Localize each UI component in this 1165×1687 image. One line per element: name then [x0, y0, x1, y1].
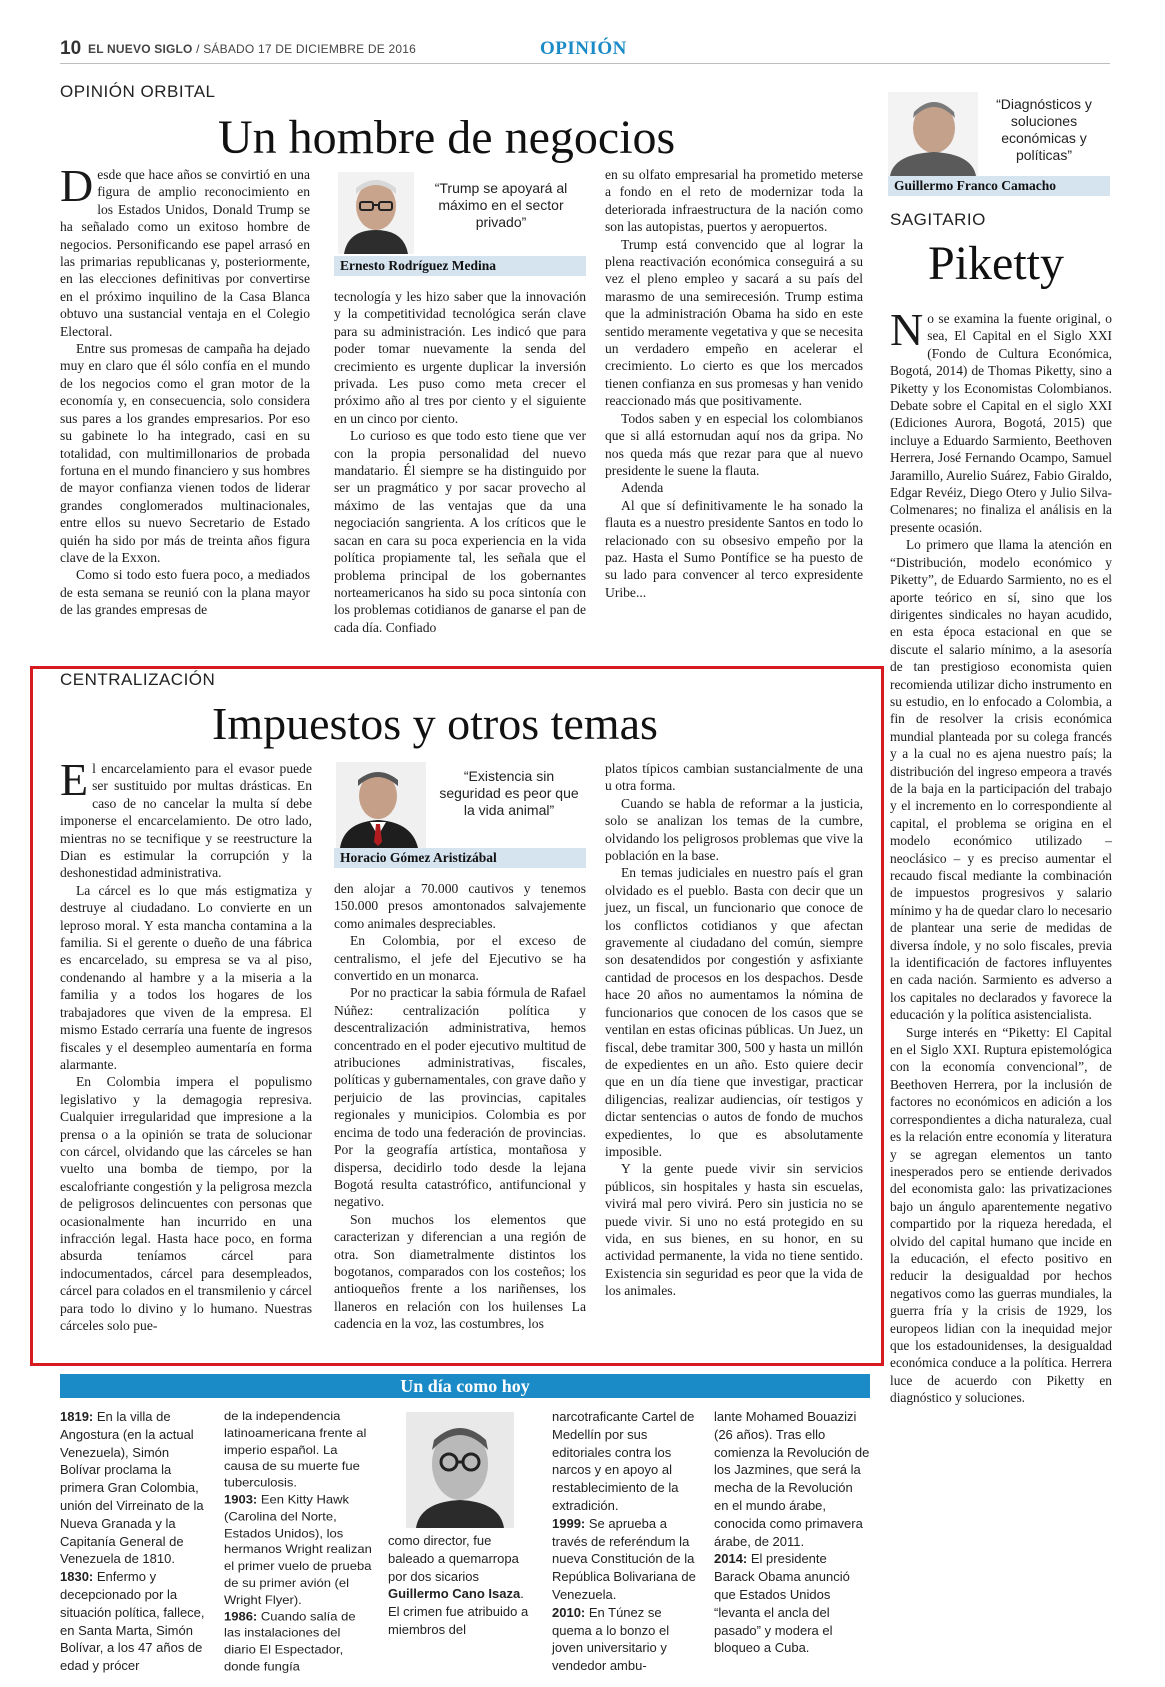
- article1-title: Un hombre de negocios: [218, 111, 676, 164]
- paragraph: La cárcel es lo que más estigmatiza y destruye al ciudadano. Lo convierte en un leproso moral. Y esta mancha contamina a la familia. Si el gerente o dueño de una fábrica es encarcelado, su empresa se va al piso, condenando al hambre y a la miseria a la familia y a todos los hogares de los trabajadores que viven de la empresa. El mismo Estado cerraría una fuente de ingresos fiscales y el desempleo aumentaría en forma alarmante.: [60, 882, 312, 1072]
- history-text: lante Mohamed Bouazizi (26 años). Tras ello comienza la Revolución de los Jazmines, que será la mecha de la Revolución en el mundo árabe, conocida como primavera árabe, de 2011.: [714, 1409, 870, 1549]
- article1-quote: “Trump se apoyará al máximo en el sector privado”: [434, 180, 568, 230]
- history-text: Se aprueba a través de referéndum la nueva Constitución de la República Bolivariana de Venezuela.: [552, 1515, 696, 1602]
- history-year: 1903:: [224, 1492, 258, 1507]
- paragraph: Son muchos los elementos que caracterizan y diferencian a una región de otra. Son diametralmente distintos los bogotanos, comparados con los costeños; los antioqueños frente a los nariñenses, los llaneros en relación con los huilenses La cadencia en la voz, las costumbres, los: [334, 1211, 586, 1332]
- article1-column-2: [334, 288, 586, 636]
- article1-column-1: [60, 160, 310, 619]
- article1-column-3: [605, 166, 863, 601]
- article2-kicker: CENTRALIZACIÓN: [60, 670, 216, 689]
- paragraph: [890, 304, 1112, 536]
- drop-cap: D: [60, 160, 94, 211]
- paragraph: Trump está convencido que al lograr la plena reactivación económica conseguirá a su vez el pleno empleo y sacará a su país del marasmo de una semirecesión. Trump estima que la administración Obama ha sido en este sentido meramente vegetativa y que se necesita un verdadero empeño en acelerar el crecimiento. Lo cierto es que los mercados tienen confianza en sus promesas y han venido reaccionado más que positivamente.: [605, 236, 863, 409]
- article2-author-box: [334, 760, 586, 868]
- article2-column-2: [334, 880, 586, 1333]
- history-column-4: [552, 1408, 698, 1675]
- drop-cap: E: [60, 754, 89, 805]
- paragraph: Al que sí definitivamente le ha sonado la flauta es a nuestro presidente Santos en todo lo relacionado con su obsesivo empeño por la paz. Hasta el Sumo Pontífice se ha puesto de su lado para convencer al terco expresidente Uribe...: [605, 497, 863, 600]
- history-entry: [224, 1491, 372, 1608]
- history-entry: [552, 1408, 698, 1515]
- article2-column-3: [605, 760, 863, 1300]
- paragraph: tecnología y les hizo saber que la innovación y la competitividad tecnológica serán clave para su administración. Les indicó que para poder tomar nuevamente la senda del crecimiento es urgente duplicar la inversión privada. Les puso como meta crecer el próximo año al tres por ciento y el siguiente en un cinco por ciento.: [334, 289, 586, 426]
- paragraph: [60, 160, 310, 340]
- paragraph: Como si todo esto fuera poco, a mediados de esta semana se reunió con la plana mayor de las grandes empresas de: [60, 567, 310, 618]
- history-year: 1986:: [224, 1609, 258, 1624]
- history-entry: [224, 1608, 372, 1675]
- history-text: de la independencia latinoamericana frente al imperio español. La causa de su muerte fue tuberculosis.: [224, 1408, 367, 1490]
- paragraph: en su olfato empresarial ha prometido meterse a fondo en el reto de modernizar toda la deteriorada infraestructura de la nación como son las autopistas, puertos y aeropuertos.: [605, 167, 863, 235]
- publication-date: / SÁBADO 17 DE DICIEMBRE DE 2016: [196, 42, 416, 56]
- article3-quote: “Diagnósticos y soluciones económicas y políticas”: [996, 96, 1092, 163]
- paragraph: Por no practicar la sabia fórmula de Rafael Núñez: centralización política y descentralización administrativa, hemos concentrado en el poder ejecutivo multitud de atribuciones administrativas, fiscales, políticas y gubernamentales, con grave daño y perjuicio de las provincias, capitales regionales y municipios. Colombia es por encima de todo una federación de provincias. Por la geografía artística, montañosa y dispersa, decidirlo todo desde la lejana Bogotá resulta catastrófico, antifuncional y negativo.: [334, 985, 586, 1210]
- paragraph-text: l encarcelamiento para el evasor puede ser sustituido por multas drásticas. En caso de no cancelar la multa sí debe imponerse el encarcelamiento. De otro lado, mientras no se tecnifique y se reestructure la Dian es estimular la corrupción y la deshonestidad administrativa.: [60, 761, 312, 881]
- article3-author-box: [888, 92, 1110, 196]
- page-header: [60, 38, 1110, 64]
- history-text: En Túnez se quema a lo bonzo el joven universitario y vendedor ambu-: [552, 1604, 670, 1674]
- history-text: narcotraficante Cartel de Medellín por sus editoriales contra los narcos y en apoyo al restablecimiento de la extradición.: [552, 1409, 695, 1513]
- article2-author-name: Horacio Gómez Aristizábal: [334, 848, 586, 868]
- article2-title: Impuestos y otros temas: [212, 698, 658, 749]
- history-text: Een Kitty Hawk (Carolina del Norte, Estados Unidos), los hermanos Wright realizan el primer vuelo de prueba de su primer avión (el Wright Flyer).: [224, 1492, 372, 1607]
- history-year: 2014:: [714, 1551, 748, 1567]
- history-entry: [388, 1533, 519, 1584]
- history-text: Cuando salía de las instalaciones del diario El Espectador, donde fungía: [224, 1609, 356, 1674]
- history-entry: [224, 1408, 372, 1491]
- paragraph: Lo curioso es que todo esto tiene que ver con la propia personalidad del nuevo mandatario. Él siempre se ha distinguido por ser un pragmático y por sacar provecho al máximo de las ventajas que da una negociación sangrienta. A los críticos que le sacan en cara su poca experiencia en la vida política propiamente tal, les señala que el problema principal de los gobernantes norteamericanos ha sido su poca sintonía con los problemas cotidianos de ganarse el pan de cada día. Confiado: [334, 428, 586, 635]
- paragraph-text: o se examina la fuente original, o sea, El Capital en el Siglo XXI (Fondo de Cultura Económica, Bogotá, 2014) de Thomas Piketty, sino a Piketty y los Economistas Colombianos. Debate sobre el Capital en el siglo XXI (Ediciones Aurora, Bogotá, 2015) que incluye a Eduardo Sarmiento, Beethoven Herrera, José Fernando Ocampo, Samuel Jaramillo, Aurelio Suárez, Fabio Giraldo, Edgar Revéiz, Diego Otero y Julio Silva-Colmenares; no finaliza el análisis en la presente ocasión.: [890, 311, 1112, 535]
- history-entry: [552, 1515, 698, 1604]
- paragraph: Todos saben y en especial los colombianos que si allá estornudan aquí nos da gripa. No nos queda más que rezar para que al nuevo presidente le suene la flauta.: [605, 410, 863, 478]
- article1-kicker: OPINIÓN ORBITAL: [60, 82, 216, 101]
- history-entry: [714, 1550, 870, 1657]
- history-year: 2010:: [552, 1604, 586, 1620]
- history-text: . El crimen fue atribuido a miembros del: [388, 1586, 529, 1637]
- paragraph: Cuando se habla de reformar a la justicia, solo se analizan los temas de la cumbre, olvidando los peligrosos problemas que vive la población en la base.: [605, 795, 863, 864]
- history-entry: [60, 1408, 206, 1568]
- history-text: El presidente Barack Obama anunció que Estados Unidos “levanta el ancla del pasado” y modera el bloqueo a Cuba.: [714, 1551, 850, 1656]
- historical-photo: [406, 1412, 514, 1528]
- paragraph: Surge interés en “Piketty: El Capital en el Siglo XXI. Ruptura epistemológica con la economía convencional”, de Beethoven Herrera, por la inclusión de factores no económicos en adición a los correspondientes a dicha naturaleza, cual es la relación entre economía y literatura y se agregan elementos un tanto inesperados pero se entiende derivados del economista galo: las privatizaciones bajo un ángulo aparentemente negativo compartido por la riqueza heredada, el olvido del capital humano que incide en la educación, el efecto positivo en reducir la desigualdad por hechos negativos como las guerras mundiales, la guerra fría y la crisis de 1929, los europeos lidian con la inequidad mejor que los estadounidenses, la desigualdad económica conduce a la política. Herrera luce de acuerdo con Piketty en diagnóstico y soluciones.: [890, 1024, 1112, 1406]
- history-text: Enfermo y decepcionado por la situación política, fallece, en Santa Marta, Simón Bolívar, a los 47 años de edad y prócer: [60, 1569, 205, 1674]
- paragraph: En Colombia impera el populismo legislativo y la demagogia represiva. Cualquier irregularidad que impresione a la prensa o a la opinión se trata de solucionar con cárcel, olvidando que las cárceles se han vuelto una bomba de tiempo, por la escalofriante congestión y la peligrosa mezcla de peligrosos delincuentes con personas que ocasionalmente han incurrido en una infracción legal. Hasta hace poco, en forma absurda teníamos cárcel para indocumentados, cárcel para desempleados, cárcel para colados en el transmilenio y cárcel para todo lo divino y lo humano. Nuestras cárceles solo pue-: [60, 1074, 312, 1333]
- paragraph: platos típicos cambian sustancialmente de una u otra forma.: [605, 761, 863, 794]
- paragraph: En temas judiciales en nuestro país el gran olvidado es el pueblo. Basta con decir que un juez, un fiscal, un funcionario que conoce de los conflictos cotidianos y que afectan gravemente al ciudadano del común, siempre son desatendidos por congestión y asfixiante cantidad de procesos en los despachos. Desde hace 20 años no aumentamos la nómina de funcionarios que conocen de los casos que se ventilan en estas oficinas públicas. Un Juez, un fiscal, debe tramitar 300, 500 y hasta un millón de expedientes en un año. Esto quiere decir que en un día tiene que investigar, practicar diligencias, realizar audiencias, oír testigos y dictar sentencias o autos de fondo de muchos expedientes, lo que es absolutamente imposible.: [605, 865, 863, 1159]
- section-title: OPINIÓN: [540, 38, 627, 59]
- article2-column-1: [60, 754, 312, 1334]
- article3-title: Piketty: [928, 237, 1065, 290]
- drop-cap: N: [890, 304, 924, 355]
- page-number: 10: [60, 38, 82, 59]
- history-column-3: [388, 1532, 538, 1639]
- history-entry: [714, 1408, 870, 1550]
- author-photo: [336, 762, 426, 848]
- article3-column: [890, 304, 1112, 1407]
- paragraph-text: esde que hace años se convirtió en una figura de amplio reconocimiento en los Estados Unidos, Donald Trump se ha señalado como un exitoso hombre de negocios. Personificando ese papel arrasó en las primarias republicanas y, posteriormente, en las elecciones definitivas por convertirse en el próximo inquilino de la Casa Blanca obtuvo una sustancial ventaja en el Colegio Electoral.: [60, 167, 310, 339]
- paragraph: den alojar a 70.000 cautivos y tenemos 150.000 presos amontonados salvajemente como animales despreciables.: [334, 881, 586, 931]
- article3-kicker: SAGITARIO: [890, 210, 986, 229]
- article1-author-name: Ernesto Rodríguez Medina: [334, 256, 586, 276]
- article2-quote: “Existencia sin seguridad es peor que la vida animal”: [439, 768, 579, 818]
- history-year: 1819:: [60, 1409, 94, 1424]
- paragraph: En Colombia, por el exceso de centralismo, el jefe del Ejecutivo se ha convertido en un monarca.: [334, 933, 586, 984]
- history-column-5: [714, 1408, 870, 1657]
- author-photo: [338, 172, 414, 254]
- history-entry: [552, 1604, 698, 1675]
- paragraph: Adenda: [621, 480, 664, 496]
- history-column-1: [60, 1408, 206, 1675]
- article3-author-name: Guillermo Franco Camacho: [888, 176, 1110, 196]
- history-year: 1830:: [60, 1569, 94, 1585]
- paragraph: Entre sus promesas de campaña ha dejado muy en claro que él sólo confía en el mundo de los negocios como el gran motor de la economía y, en consecuencia, solo considera sus pares a los grandes empresarios. Por eso su gabinete lo ha integrado, casi en su totalidad, con multimillonarios de probada fortuna en el mundo financiero y sus hombres de mayor confianza vienen todos de liderar grandes conglomerados multinacionales, entre ellos su nuevo Secretario de Estado quién ha sido por más de treinta años figura clave de la Exxon.: [60, 341, 310, 565]
- history-entry: [388, 1586, 528, 1637]
- history-entry: [60, 1568, 206, 1675]
- history-year: 1999:: [552, 1515, 586, 1531]
- author-photo: [888, 92, 978, 176]
- history-text: como director, fue baleado a quemarropa por dos sicarios: [388, 1533, 519, 1584]
- day-section-title: Un día como hoy: [60, 1374, 870, 1398]
- history-column-2: [224, 1408, 372, 1675]
- article1-author-box: [334, 170, 586, 276]
- publication-name: EL NUEVO SIGLO: [88, 42, 193, 56]
- paragraph: Lo primero que llama la atención en “Distribución, modelo económico y Piketty”, de Eduardo Sarmiento, no es el aporte teórico en sí, sino que los dirigentes sindicales no hayan acudido, en esta época estacional en que se discute el salario mínimo, a la asesoría de tan prestigioso economista quien recomienda utilizar dicho instrumento en su estudio, en lo enfocado a Colombia, a fin de resolver la crisis económica mundial planteada por su colega francés y a la cual no es ajena nuestro país; la distribución del ingreso empeora a través de la baja en la participación del trabajo y el incremento en lo correspondiente al capital, el problema se origina en el modelo económico utilizado – neoclásico – y es preciso aumentar el recaudo fiscal mediante la combinación de impuestos progresivos y salario mínimo y ha de quedar claro lo necesario de plantear una serie de medidas de diversa índole, y no solo fiscales, previa la identificación de factores influyentes en cada nación. Sarmiento es adverso a los capitales no declarados y favorece la educación y la política asistencialista.: [890, 537, 1112, 1023]
- history-year: Guillermo Cano Isaza: [388, 1586, 521, 1602]
- paragraph: [60, 754, 312, 882]
- paragraph: Y la gente puede vivir sin servicios públicos, sin hospitales y hasta sin escuelas, vivirá mal pero vivirá. Pero sin justicia no se puede vivir. Si uno no está protegido en su vida, en sus bienes, en su honor, en su actividad permanente, la vida no tiene sentido. Existencia sin seguridad es peor que la vida de los animales.: [605, 1161, 863, 1299]
- history-text: En la villa de Angostura (en la actual Venezuela), Simón Bolívar proclama la primera Gran Colombia, unión del Virreinato de la Nueva Granada y la Capitanía General de Venezuela de 1810.: [60, 1409, 204, 1567]
